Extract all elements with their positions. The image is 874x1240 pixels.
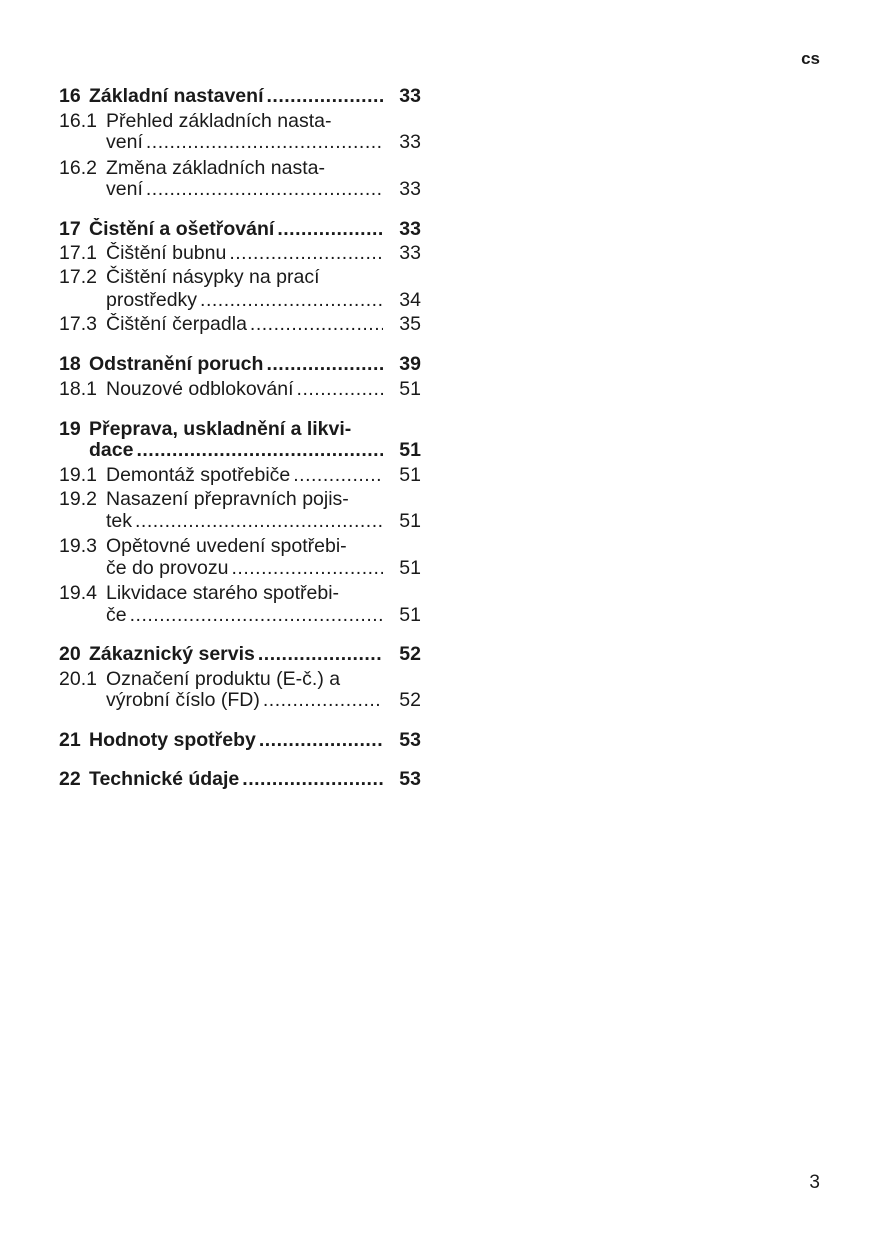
toc-entry-17-2-cont[interactable] <box>59 289 421 312</box>
toc-entry-20[interactable] <box>59 643 421 666</box>
leader-dots <box>239 768 383 791</box>
toc-page: 33 <box>399 85 421 107</box>
toc-title: Likvidace starého spotřebi- <box>106 582 340 604</box>
toc-entry-19-cont[interactable] <box>59 439 421 462</box>
toc-page: 52 <box>399 643 421 665</box>
toc-page: 34 <box>399 289 421 311</box>
toc-entry-20-1[interactable] <box>59 668 421 691</box>
toc-page: 35 <box>399 313 421 335</box>
toc-entry-19-2[interactable] <box>59 488 421 511</box>
toc-page: 51 <box>399 604 421 626</box>
page-number: 3 <box>809 1172 820 1193</box>
leader-dots <box>256 729 383 752</box>
toc-entry-17-3[interactable] <box>59 313 421 336</box>
toc-number: 16.2 <box>59 157 97 179</box>
toc-entry-19-1[interactable] <box>59 464 421 487</box>
toc-page: 51 <box>399 510 421 532</box>
toc-page: 52 <box>399 689 421 711</box>
toc-number: 22 <box>59 768 81 790</box>
toc-entry-22[interactable] <box>59 768 421 791</box>
toc-number: 18 <box>59 353 81 375</box>
toc-number: 20.1 <box>59 668 97 690</box>
toc-title-cont: prostředky <box>106 289 198 311</box>
toc-entry-16-2[interactable] <box>59 157 421 180</box>
toc-number: 17.2 <box>59 266 97 288</box>
toc-title-cont: če do provozu <box>106 557 229 579</box>
toc-number: 21 <box>59 729 81 751</box>
toc-page: 33 <box>399 218 421 240</box>
toc-title: Čistění a ošetřování <box>89 218 275 240</box>
toc-entry-16-1[interactable] <box>59 110 421 133</box>
toc-title-cont: výrobní číslo (FD) <box>106 689 260 711</box>
leader-dots <box>127 604 383 627</box>
toc-entry-19-4-cont[interactable] <box>59 604 421 627</box>
toc-entry-19[interactable] <box>59 418 421 441</box>
toc-page: 53 <box>399 768 421 790</box>
toc-title: Nasazení přepravních pojis- <box>106 488 349 510</box>
toc-title: Odstranění poruch <box>89 353 264 375</box>
toc-page: 51 <box>399 439 421 461</box>
toc-title: Změna základních nasta- <box>106 157 325 179</box>
toc-title: Přehled základních nasta- <box>106 110 332 132</box>
toc-title: Základní nastavení <box>89 85 264 107</box>
toc-entry-19-3[interactable] <box>59 535 421 558</box>
toc-title: Nouzové odblokování <box>106 378 294 400</box>
leader-dots <box>247 313 383 336</box>
leader-dots <box>255 643 383 666</box>
toc-title: Čištění čerpadla <box>106 313 247 335</box>
toc-title-cont: če <box>106 604 127 626</box>
toc-entry-16[interactable] <box>59 85 421 108</box>
toc-title-cont: tek <box>106 510 133 532</box>
toc-entry-19-3-cont[interactable] <box>59 557 421 580</box>
toc-page: 33 <box>399 131 421 153</box>
leader-dots <box>263 85 383 108</box>
toc-number: 19.4 <box>59 582 97 604</box>
toc-number: 19.1 <box>59 464 97 486</box>
toc-number: 20 <box>59 643 81 665</box>
toc-title: Demontáž spotřebiče <box>106 464 291 486</box>
toc-number: 18.1 <box>59 378 97 400</box>
leader-dots <box>263 353 383 376</box>
language-code: cs <box>801 49 820 68</box>
leader-dots <box>274 218 383 241</box>
toc-number: 19.3 <box>59 535 97 557</box>
toc-title: Čištění bubnu <box>106 242 227 264</box>
toc-number: 17.1 <box>59 242 97 264</box>
toc-number: 19 <box>59 418 81 440</box>
toc-title-cont: vení <box>106 131 143 153</box>
toc-title-cont: vení <box>106 178 143 200</box>
leader-dots <box>197 289 383 312</box>
toc-page: 33 <box>399 242 421 264</box>
leader-dots <box>226 242 383 265</box>
toc-number: 16 <box>59 85 81 107</box>
toc-entry-21[interactable] <box>59 729 421 752</box>
toc-title: Přeprava, uskladnění a likvi- <box>89 418 352 440</box>
toc-page: 33 <box>399 178 421 200</box>
toc-entry-17-2[interactable] <box>59 266 421 289</box>
leader-dots <box>133 439 383 462</box>
toc-title-cont: dace <box>89 439 134 461</box>
toc-number: 19.2 <box>59 488 97 510</box>
toc-number: 17 <box>59 218 81 240</box>
toc-page: 51 <box>399 464 421 486</box>
leader-dots <box>290 464 383 487</box>
leader-dots <box>294 378 383 401</box>
leader-dots <box>260 689 383 712</box>
toc-page: 51 <box>399 557 421 579</box>
toc-entry-19-4[interactable] <box>59 582 421 605</box>
toc-entry-18[interactable] <box>59 353 421 376</box>
toc-entry-16-2-cont[interactable] <box>59 178 421 201</box>
toc-entry-20-1-cont[interactable] <box>59 689 421 712</box>
toc-entry-18-1[interactable] <box>59 378 421 401</box>
leader-dots <box>229 557 384 580</box>
toc-entry-19-2-cont[interactable] <box>59 510 421 533</box>
toc-title: Zákaznický servis <box>89 643 255 665</box>
toc-title: Technické údaje <box>89 768 240 790</box>
toc-entry-17[interactable] <box>59 218 421 241</box>
toc-title: Opětovné uvedení spotřebi- <box>106 535 347 557</box>
leader-dots <box>143 178 383 201</box>
toc-number: 17.3 <box>59 313 97 335</box>
toc-title: Označení produktu (E-č.) a <box>106 668 341 690</box>
leader-dots <box>143 131 383 154</box>
toc-entry-17-1[interactable] <box>59 242 421 265</box>
leader-dots <box>132 510 383 533</box>
toc-number: 16.1 <box>59 110 97 132</box>
toc-page: 39 <box>399 353 421 375</box>
toc-entry-16-1-cont[interactable] <box>59 131 421 154</box>
toc-title: Hodnoty spotřeby <box>89 729 256 751</box>
toc-page: 51 <box>399 378 421 400</box>
toc-title: Čištění násypky na prací <box>106 266 320 288</box>
toc-page: 53 <box>399 729 421 751</box>
